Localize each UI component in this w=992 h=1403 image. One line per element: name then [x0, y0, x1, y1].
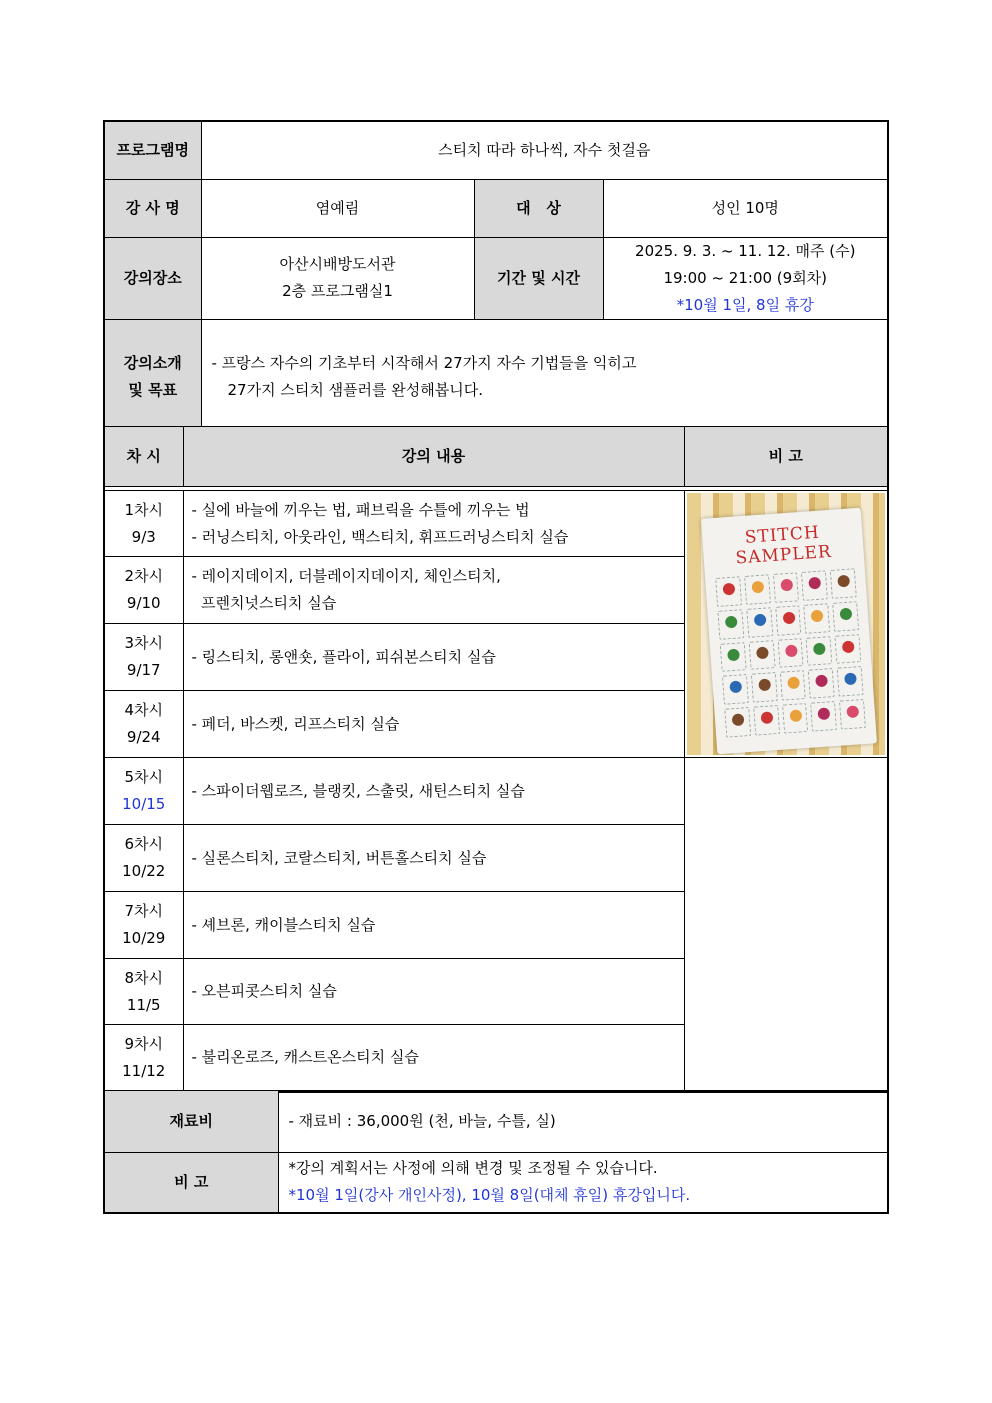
session-date: 10/15	[122, 795, 166, 813]
sampler-photo-cell	[684, 491, 888, 758]
session-cell	[104, 959, 183, 1025]
content-cell: - 스파이더웹로즈, 블랭킷, 스출릿, 새틴스티치 실습	[183, 758, 684, 825]
content-cell: - 불리온로즈, 캐스트온스티치 실습	[183, 1025, 684, 1092]
sampler-title-1: STITCH	[743, 522, 820, 548]
material-label: 재료비	[104, 1091, 278, 1153]
session-date: 10/29	[122, 929, 166, 947]
target-label: 대 상	[474, 179, 603, 237]
note-line-1: *강의 계획서는 사정에 의해 변경 및 조정될 수 있습니다.	[288, 1159, 658, 1178]
session-cell	[104, 624, 183, 691]
stitch-sampler-image	[687, 493, 885, 755]
session-label: 1차시	[124, 500, 164, 519]
col-note-header: 비 고	[684, 427, 888, 487]
content-cell: - 링스티치, 롱앤숏, 플라이, 피쉬본스티치 실습	[183, 624, 684, 691]
session-date: 9/10	[126, 594, 161, 612]
intro-label-line-2: 및 목표	[128, 380, 178, 399]
session-label: 5차시	[124, 768, 164, 786]
target-value: 성인 10명	[603, 179, 888, 237]
session-label: 6차시	[124, 835, 164, 853]
session-label: 2차시	[124, 567, 164, 585]
venue-line-2: 2층 프로그램실1	[282, 282, 393, 300]
session-label: 9차시	[124, 1034, 164, 1053]
content-cell: - 실론스티치, 코랄스티치, 버튼홀스티치 실습	[183, 825, 684, 892]
footer-table	[103, 1090, 889, 1214]
session-label: 4차시	[124, 701, 164, 719]
intro-label-line-1: 강의소개	[123, 353, 182, 372]
content-cell: - 셰브론, 캐이블스티치 실습	[183, 892, 684, 959]
content-cell: - 페더, 바스켓, 리프스티치 실습	[183, 691, 684, 758]
venue-label: 강의장소	[104, 237, 201, 319]
session-cell	[104, 557, 183, 624]
content-line: - 실에 바늘에 끼우는 법, 패브릭을 수틀에 끼우는 법	[191, 500, 530, 519]
content-line: - 레이지데이지, 더블레이지데이지, 체인스티치,	[191, 567, 501, 585]
content-line: 프렌치넛스티치 실습	[191, 594, 337, 612]
venue-line-1: 아산시배방도서관	[279, 255, 396, 273]
session-label: 8차시	[124, 968, 164, 987]
instructor-value: 염예림	[201, 179, 474, 237]
period-line-2: 19:00 ~ 21:00 (9회차)	[663, 268, 828, 287]
session-cell	[104, 491, 183, 557]
instructor-label: 강 사 명	[104, 179, 201, 237]
session-date: 9/24	[126, 728, 161, 746]
session-date: 11/12	[122, 1061, 166, 1080]
intro-line-1: - 프랑스 자수의 기초부터 시작해서 27가지 자수 기법들을 익히고	[211, 353, 637, 372]
note-label: 비 고	[104, 1153, 278, 1213]
intro-line-2: 27가지 스티치 샘플러를 완성해봅니다.	[227, 380, 484, 399]
table-row	[104, 491, 888, 557]
session-date: 10/22	[122, 862, 166, 880]
session-label: 7차시	[124, 902, 164, 920]
table-row	[104, 758, 888, 825]
session-cell	[104, 825, 183, 892]
sampler-cloth	[700, 508, 876, 755]
content-cell: - 오븐피콧스티치 실습	[183, 959, 684, 1025]
session-label: 3차시	[124, 634, 164, 652]
col-content-header: 강의 내용	[183, 427, 684, 487]
note-value	[278, 1153, 888, 1213]
program-info-table	[103, 120, 889, 436]
sampler-grid	[715, 568, 866, 737]
period-value	[603, 237, 888, 319]
program-name-value: 스티치 따라 하나씩, 자수 첫걸음	[201, 121, 888, 179]
session-cell	[104, 892, 183, 959]
content-line: - 러닝스티치, 아웃라인, 백스티치, 휘프드러닝스티치 실습	[191, 527, 569, 546]
intro-label	[104, 319, 201, 435]
venue-value	[201, 237, 474, 319]
note-cell-empty	[684, 758, 888, 1092]
schedule-table	[103, 426, 889, 1093]
note-line-2: *10월 1일(강사 개인사정), 10월 8일(대체 휴일) 휴강입니다.	[288, 1186, 691, 1205]
content-cell	[183, 491, 684, 557]
session-date: 9/17	[126, 661, 161, 679]
material-value: - 재료비 : 36,000원 (천, 바늘, 수틀, 실)	[278, 1091, 888, 1153]
session-date: 11/5	[126, 995, 161, 1014]
intro-value	[201, 319, 888, 435]
content-cell	[183, 557, 684, 624]
session-cell	[104, 758, 183, 825]
sampler-title-2: SAMPLER	[734, 541, 832, 569]
period-line-1: 2025. 9. 3. ~ 11. 12. 매주 (수)	[635, 241, 856, 260]
col-session-header: 차 시	[104, 427, 183, 487]
session-date: 9/3	[131, 527, 156, 546]
program-name-label: 프로그램명	[104, 121, 201, 179]
session-cell	[104, 1025, 183, 1092]
period-note: *10월 1일, 8일 휴강	[676, 295, 814, 314]
session-cell	[104, 691, 183, 758]
period-label: 기간 및 시간	[474, 237, 603, 319]
